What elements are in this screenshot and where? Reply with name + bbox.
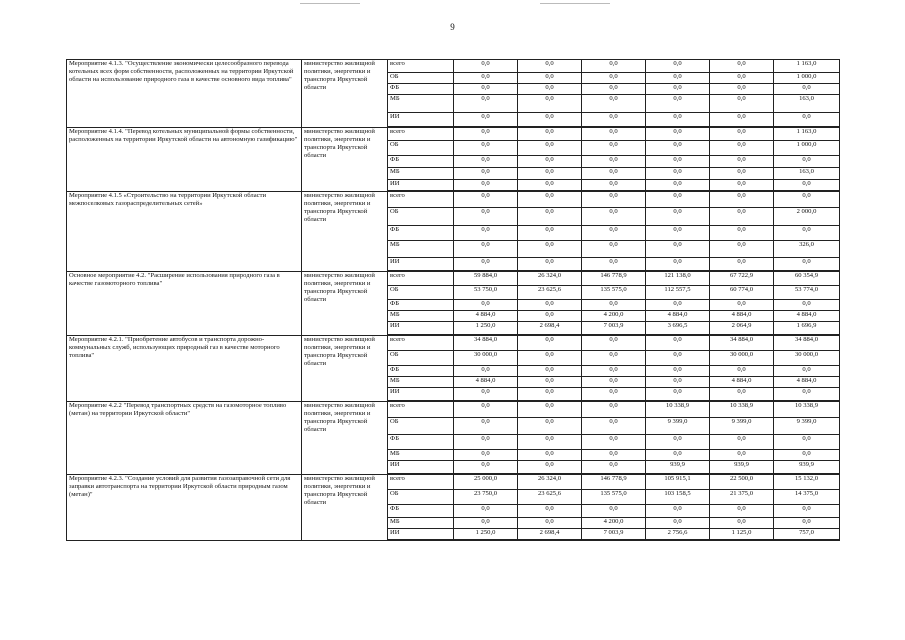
funding-source-cell: МБ [388, 377, 454, 388]
value-cell: 0,0 [454, 258, 518, 272]
value-cell: 0,0 [518, 505, 582, 518]
value-cell: 0,0 [710, 366, 774, 377]
funding-source-cell: ИИ [388, 113, 454, 128]
table-row [67, 127, 840, 141]
value-cell: 4 884,0 [774, 377, 840, 388]
funding-source-cell: всего [388, 191, 454, 208]
value-cell: 2 698,4 [518, 529, 582, 541]
value-cell: 4 884,0 [454, 377, 518, 388]
value-cell: 0,0 [518, 335, 582, 351]
value-cell: 0,0 [518, 311, 582, 322]
value-cell: 60 774,0 [710, 286, 774, 300]
value-cell: 30 000,0 [710, 351, 774, 366]
value-cell: 1 000,0 [774, 141, 840, 156]
value-cell: 0,0 [582, 435, 646, 450]
funding-source-cell: МБ [388, 450, 454, 461]
value-cell: 0,0 [582, 461, 646, 475]
budget-table [66, 59, 840, 541]
value-cell: 0,0 [646, 141, 710, 156]
table-row [67, 335, 840, 351]
value-cell: 59 884,0 [454, 271, 518, 286]
value-cell: 105 915,1 [646, 474, 710, 490]
activity-name-cell: Мероприятие 4.2.2 "Перевод транспортных средств на газомоторное топливо (метан) на территории Иркутской области" [67, 401, 302, 474]
funding-source-cell: всего [388, 60, 454, 73]
value-cell: 0,0 [454, 226, 518, 241]
value-cell: 0,0 [646, 156, 710, 168]
funding-source-cell: ФБ [388, 300, 454, 311]
funding-source-cell: ФБ [388, 84, 454, 95]
value-cell: 0,0 [518, 168, 582, 180]
value-cell: 23 750,0 [454, 490, 518, 505]
value-cell: 0,0 [518, 377, 582, 388]
value-cell: 0,0 [454, 450, 518, 461]
funding-source-cell: ФБ [388, 435, 454, 450]
value-cell: 0,0 [454, 60, 518, 73]
value-cell: 0,0 [646, 450, 710, 461]
funding-source-cell: всего [388, 474, 454, 490]
value-cell: 0,0 [454, 241, 518, 258]
value-cell: 0,0 [774, 450, 840, 461]
value-cell: 0,0 [710, 84, 774, 95]
value-cell: 7 003,9 [582, 322, 646, 336]
value-cell: 0,0 [582, 127, 646, 141]
executor-cell: министерство жилищной политики, энергетики и транспорта Иркутской области [302, 60, 388, 128]
value-cell: 67 722,9 [710, 271, 774, 286]
value-cell: 0,0 [710, 450, 774, 461]
value-cell: 23 625,6 [518, 286, 582, 300]
value-cell: 0,0 [582, 300, 646, 311]
value-cell: 1 125,0 [710, 529, 774, 541]
value-cell: 25 000,0 [454, 474, 518, 490]
value-cell: 0,0 [646, 180, 710, 192]
value-cell: 30 000,0 [774, 351, 840, 366]
table-row [67, 271, 840, 286]
value-cell: 0,0 [710, 180, 774, 192]
value-cell: 146 778,9 [582, 271, 646, 286]
funding-source-cell: МБ [388, 311, 454, 322]
value-cell: 0,0 [454, 366, 518, 377]
value-cell: 0,0 [710, 505, 774, 518]
value-cell: 0,0 [582, 208, 646, 226]
value-cell: 15 132,0 [774, 474, 840, 490]
activity-name-cell: Мероприятие 4.2.3. "Создание условий для развития газозаправочной сети для заправки автотранспорта на территории Иркутской области природным газом (метан)" [67, 474, 302, 540]
value-cell: 0,0 [710, 226, 774, 241]
value-cell: 0,0 [710, 518, 774, 529]
value-cell: 0,0 [774, 435, 840, 450]
value-cell: 939,9 [646, 461, 710, 475]
value-cell: 0,0 [454, 73, 518, 84]
value-cell: 0,0 [646, 168, 710, 180]
value-cell: 0,0 [646, 241, 710, 258]
value-cell: 4 884,0 [710, 377, 774, 388]
value-cell: 0,0 [454, 95, 518, 113]
value-cell: 0,0 [582, 113, 646, 128]
value-cell: 0,0 [582, 450, 646, 461]
value-cell: 0,0 [582, 418, 646, 435]
value-cell: 0,0 [518, 60, 582, 73]
top-edge-rule [540, 3, 610, 4]
funding-source-cell: ФБ [388, 366, 454, 377]
value-cell: 0,0 [646, 377, 710, 388]
funding-source-cell: всего [388, 401, 454, 418]
value-cell: 0,0 [582, 168, 646, 180]
funding-source-cell: ОБ [388, 286, 454, 300]
value-cell: 22 500,0 [710, 474, 774, 490]
value-cell: 0,0 [518, 258, 582, 272]
value-cell: 0,0 [646, 191, 710, 208]
funding-source-cell: ОБ [388, 208, 454, 226]
value-cell: 0,0 [710, 127, 774, 141]
activity-name-cell: Мероприятие 4.1.4. "Перевод котельных муниципальной формы собственности, расположенных на территории Иркутской области на автономную газификацию" [67, 127, 302, 191]
value-cell: 0,0 [518, 73, 582, 84]
value-cell: 0,0 [518, 127, 582, 141]
value-cell: 0,0 [646, 300, 710, 311]
value-cell: 0,0 [774, 180, 840, 192]
value-cell: 0,0 [454, 300, 518, 311]
executor-cell: министерство жилищной политики, энергетики и транспорта Иркутской области [302, 401, 388, 474]
value-cell: 163,0 [774, 95, 840, 113]
value-cell: 0,0 [774, 366, 840, 377]
page-number: 9 [450, 22, 455, 32]
value-cell: 112 557,5 [646, 286, 710, 300]
value-cell: 53 774,0 [774, 286, 840, 300]
value-cell: 1 163,0 [774, 60, 840, 73]
value-cell: 1 250,0 [454, 529, 518, 541]
value-cell: 4 884,0 [646, 311, 710, 322]
value-cell: 0,0 [454, 84, 518, 95]
value-cell: 7 003,9 [582, 529, 646, 541]
value-cell: 0,0 [646, 60, 710, 73]
value-cell: 0,0 [518, 461, 582, 475]
value-cell: 0,0 [454, 461, 518, 475]
value-cell: 0,0 [454, 505, 518, 518]
value-cell: 0,0 [774, 113, 840, 128]
value-cell: 34 884,0 [710, 335, 774, 351]
value-cell: 0,0 [582, 95, 646, 113]
value-cell: 0,0 [710, 435, 774, 450]
value-cell: 0,0 [518, 208, 582, 226]
value-cell: 0,0 [646, 435, 710, 450]
table-row [67, 60, 840, 73]
value-cell: 0,0 [454, 127, 518, 141]
value-cell: 0,0 [710, 191, 774, 208]
value-cell: 0,0 [454, 168, 518, 180]
funding-source-cell: ОБ [388, 351, 454, 366]
value-cell: 0,0 [710, 113, 774, 128]
value-cell: 9 399,0 [646, 418, 710, 435]
value-cell: 0,0 [646, 95, 710, 113]
funding-source-cell: ИИ [388, 258, 454, 272]
funding-source-cell: ИИ [388, 180, 454, 192]
value-cell: 121 138,0 [646, 271, 710, 286]
value-cell: 0,0 [582, 241, 646, 258]
funding-source-cell: МБ [388, 241, 454, 258]
value-cell: 2 698,4 [518, 322, 582, 336]
value-cell: 0,0 [774, 258, 840, 272]
value-cell: 0,0 [774, 226, 840, 241]
funding-source-cell: МБ [388, 95, 454, 113]
value-cell: 0,0 [454, 191, 518, 208]
value-cell: 0,0 [454, 418, 518, 435]
funding-source-cell: ФБ [388, 505, 454, 518]
value-cell: 0,0 [582, 335, 646, 351]
value-cell: 1 250,0 [454, 322, 518, 336]
value-cell: 0,0 [454, 141, 518, 156]
value-cell: 0,0 [774, 300, 840, 311]
value-cell: 0,0 [582, 73, 646, 84]
value-cell: 0,0 [646, 113, 710, 128]
value-cell: 0,0 [710, 388, 774, 402]
value-cell: 0,0 [582, 191, 646, 208]
value-cell: 0,0 [582, 377, 646, 388]
value-cell: 4 884,0 [710, 311, 774, 322]
value-cell: 0,0 [582, 505, 646, 518]
value-cell: 163,0 [774, 168, 840, 180]
value-cell: 0,0 [582, 141, 646, 156]
value-cell: 2 064,9 [710, 322, 774, 336]
value-cell: 0,0 [582, 84, 646, 95]
value-cell: 0,0 [518, 418, 582, 435]
value-cell: 0,0 [710, 300, 774, 311]
value-cell: 0,0 [518, 113, 582, 128]
funding-source-cell: ИИ [388, 461, 454, 475]
funding-source-cell: всего [388, 127, 454, 141]
value-cell: 0,0 [518, 226, 582, 241]
value-cell: 0,0 [710, 168, 774, 180]
value-cell: 0,0 [454, 113, 518, 128]
value-cell: 0,0 [646, 226, 710, 241]
activity-name-cell: Мероприятие 4.2.1. "Приобретение автобусов и транспорта дорожно-коммунальных служб, использующих природный газ в качестве моторного топлива" [67, 335, 302, 401]
value-cell: 0,0 [518, 401, 582, 418]
value-cell: 10 338,9 [646, 401, 710, 418]
value-cell: 0,0 [454, 401, 518, 418]
table-row [67, 474, 840, 490]
value-cell: 0,0 [646, 208, 710, 226]
value-cell: 0,0 [518, 156, 582, 168]
value-cell: 21 375,0 [710, 490, 774, 505]
funding-source-cell: всего [388, 271, 454, 286]
value-cell: 0,0 [582, 388, 646, 402]
value-cell: 135 575,0 [582, 286, 646, 300]
funding-source-cell: ОБ [388, 73, 454, 84]
value-cell: 30 000,0 [454, 351, 518, 366]
value-cell: 4 200,0 [582, 311, 646, 322]
value-cell: 26 324,0 [518, 271, 582, 286]
value-cell: 0,0 [454, 208, 518, 226]
value-cell: 0,0 [518, 518, 582, 529]
value-cell: 0,0 [774, 518, 840, 529]
activity-name-cell: Мероприятие 4.1.5 «Строительство на территории Иркутской области межпоселковых газораспределительных сетей» [67, 191, 302, 271]
value-cell: 0,0 [646, 505, 710, 518]
value-cell: 0,0 [518, 241, 582, 258]
value-cell: 53 750,0 [454, 286, 518, 300]
value-cell: 2 000,0 [774, 208, 840, 226]
value-cell: 0,0 [774, 505, 840, 518]
value-cell: 0,0 [582, 351, 646, 366]
funding-source-cell: ОБ [388, 141, 454, 156]
value-cell: 3 696,5 [646, 322, 710, 336]
value-cell: 0,0 [774, 84, 840, 95]
value-cell: 0,0 [774, 388, 840, 402]
value-cell: 0,0 [454, 180, 518, 192]
value-cell: 0,0 [646, 335, 710, 351]
value-cell: 939,9 [774, 461, 840, 475]
funding-source-cell: ОБ [388, 418, 454, 435]
value-cell: 1 696,9 [774, 322, 840, 336]
value-cell: 0,0 [710, 73, 774, 84]
value-cell: 0,0 [518, 191, 582, 208]
value-cell: 4 884,0 [774, 311, 840, 322]
value-cell: 9 399,0 [710, 418, 774, 435]
value-cell: 0,0 [710, 60, 774, 73]
funding-source-cell: ИИ [388, 388, 454, 402]
value-cell: 0,0 [582, 258, 646, 272]
value-cell: 0,0 [646, 366, 710, 377]
funding-source-cell: МБ [388, 518, 454, 529]
funding-source-cell: ИИ [388, 529, 454, 541]
value-cell: 1 000,0 [774, 73, 840, 84]
value-cell: 0,0 [582, 226, 646, 241]
value-cell: 4 200,0 [582, 518, 646, 529]
value-cell: 0,0 [646, 258, 710, 272]
value-cell: 2 756,6 [646, 529, 710, 541]
executor-cell: министерство жилищной политики, энергетики и транспорта Иркутской области [302, 127, 388, 191]
value-cell: 4 884,0 [454, 311, 518, 322]
value-cell: 0,0 [710, 241, 774, 258]
value-cell: 0,0 [518, 450, 582, 461]
value-cell: 0,0 [710, 208, 774, 226]
value-cell: 34 884,0 [454, 335, 518, 351]
value-cell: 14 375,0 [774, 490, 840, 505]
funding-source-cell: ФБ [388, 226, 454, 241]
funding-source-cell: МБ [388, 168, 454, 180]
value-cell: 0,0 [518, 366, 582, 377]
value-cell: 0,0 [582, 180, 646, 192]
value-cell: 0,0 [710, 95, 774, 113]
value-cell: 0,0 [646, 388, 710, 402]
funding-source-cell: всего [388, 335, 454, 351]
value-cell: 26 324,0 [518, 474, 582, 490]
value-cell: 146 778,9 [582, 474, 646, 490]
value-cell: 9 399,0 [774, 418, 840, 435]
value-cell: 0,0 [582, 366, 646, 377]
executor-cell: министерство жилищной политики, энергетики и транспорта Иркутской области [302, 335, 388, 401]
value-cell: 0,0 [774, 156, 840, 168]
executor-cell: министерство жилищной политики, энергетики и транспорта Иркутской области [302, 474, 388, 540]
value-cell: 0,0 [518, 180, 582, 192]
value-cell: 0,0 [774, 191, 840, 208]
value-cell: 0,0 [646, 351, 710, 366]
value-cell: 0,0 [646, 84, 710, 95]
value-cell: 135 575,0 [582, 490, 646, 505]
activity-name-cell: Мероприятие 4.1.3. "Осуществление экономически целесообразного перевода котельных всех форм собственности, расположенных на территории Иркутской области на использование природного газа в качестве основного вида топлива" [67, 60, 302, 128]
funding-source-cell: ИИ [388, 322, 454, 336]
table-row [67, 191, 840, 208]
value-cell: 326,0 [774, 241, 840, 258]
value-cell: 23 625,6 [518, 490, 582, 505]
value-cell: 34 884,0 [774, 335, 840, 351]
value-cell: 0,0 [454, 388, 518, 402]
value-cell: 0,0 [582, 401, 646, 418]
executor-cell: министерство жилищной политики, энергетики и транспорта Иркутской области [302, 271, 388, 335]
top-edge-rule [300, 3, 360, 4]
value-cell: 1 163,0 [774, 127, 840, 141]
activity-name-cell: Основное мероприятие 4.2. "Расширение использования природного газа в качестве газомоторного топлива" [67, 271, 302, 335]
value-cell: 0,0 [454, 518, 518, 529]
value-cell: 0,0 [582, 60, 646, 73]
table-row [67, 401, 840, 418]
value-cell: 0,0 [518, 84, 582, 95]
value-cell: 0,0 [518, 388, 582, 402]
value-cell: 0,0 [646, 518, 710, 529]
value-cell: 0,0 [454, 156, 518, 168]
value-cell: 60 354,9 [774, 271, 840, 286]
value-cell: 0,0 [710, 156, 774, 168]
value-cell: 0,0 [646, 73, 710, 84]
value-cell: 0,0 [646, 127, 710, 141]
value-cell: 103 158,5 [646, 490, 710, 505]
value-cell: 0,0 [518, 351, 582, 366]
value-cell: 0,0 [518, 300, 582, 311]
executor-cell: министерство жилищной политики, энергетики и транспорта Иркутской области [302, 191, 388, 271]
value-cell: 939,9 [710, 461, 774, 475]
funding-source-cell: ФБ [388, 156, 454, 168]
value-cell: 0,0 [518, 141, 582, 156]
value-cell: 0,0 [454, 435, 518, 450]
funding-source-cell: ОБ [388, 490, 454, 505]
value-cell: 0,0 [518, 95, 582, 113]
value-cell: 0,0 [710, 141, 774, 156]
value-cell: 0,0 [518, 435, 582, 450]
value-cell: 757,0 [774, 529, 840, 541]
value-cell: 0,0 [710, 258, 774, 272]
value-cell: 0,0 [582, 156, 646, 168]
value-cell: 10 338,9 [774, 401, 840, 418]
value-cell: 10 338,9 [710, 401, 774, 418]
